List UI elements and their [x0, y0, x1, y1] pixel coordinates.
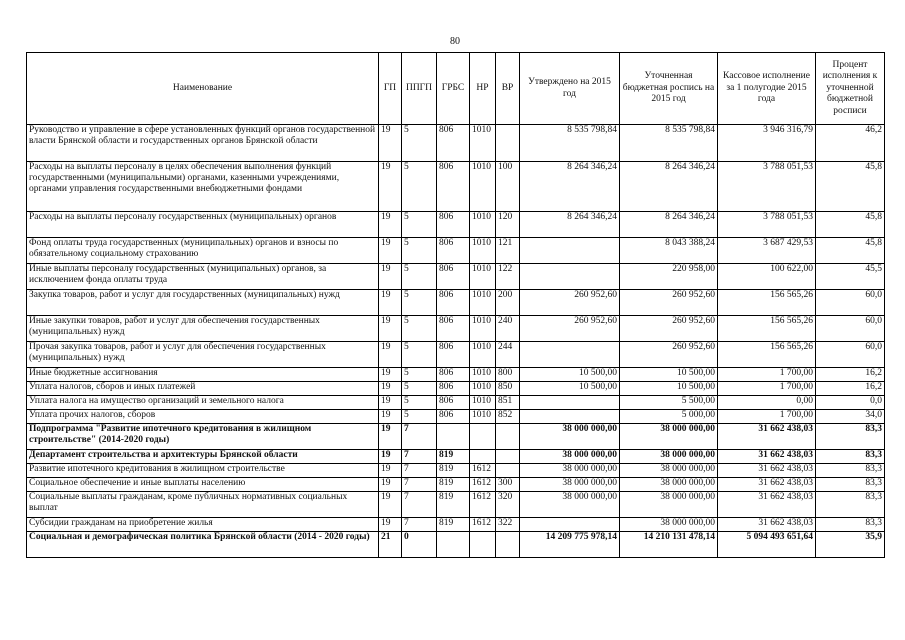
cell-ppgp: 7 — [402, 424, 437, 450]
cell-vr: 100 — [496, 162, 520, 212]
cell-grbs: 806 — [437, 410, 470, 424]
cell-nr: 1612 — [470, 518, 496, 532]
cell-gp: 19 — [379, 290, 402, 316]
cell-grbs: 819 — [437, 518, 470, 532]
cell-vr: 121 — [496, 238, 520, 264]
cell-name: Прочая закупка товаров, работ и услуг для обеспечения государственных (муниципальных) нужд — [27, 342, 379, 368]
cell-grbs: 806 — [437, 212, 470, 238]
cell-vr — [496, 125, 520, 162]
cell-grbs — [437, 532, 470, 558]
cell-approved: 38 000 000,00 — [520, 492, 620, 518]
cell-ppgp: 5 — [402, 264, 437, 290]
cell-approved — [520, 396, 620, 410]
cell-refined: 260 952,60 — [620, 316, 718, 342]
cell-grbs: 806 — [437, 368, 470, 382]
cell-ppgp: 5 — [402, 212, 437, 238]
cell-gp: 19 — [379, 518, 402, 532]
cell-percent: 45,8 — [816, 212, 885, 238]
cell-percent: 83,3 — [816, 424, 885, 450]
table-row — [27, 162, 885, 212]
cell-name: Руководство и управление в сфере установленных функций органов государственной власти Брянской области и государственных органов Брянской области — [27, 125, 379, 162]
cell-ppgp: 5 — [402, 410, 437, 424]
table-row — [27, 264, 885, 290]
cell-grbs: 819 — [437, 492, 470, 518]
cell-refined: 14 210 131 478,14 — [620, 532, 718, 558]
cell-nr: 1010 — [470, 316, 496, 342]
cell-cash: 1 700,00 — [718, 410, 816, 424]
cell-nr: 1612 — [470, 464, 496, 478]
header-ppgp: ППГП — [402, 53, 437, 125]
cell-ppgp: 7 — [402, 492, 437, 518]
cell-percent: 60,0 — [816, 290, 885, 316]
cell-name: Субсидии гражданам на приобретение жилья — [27, 518, 379, 532]
cell-percent: 83,3 — [816, 478, 885, 492]
cell-percent: 46,2 — [816, 125, 885, 162]
cell-name: Иные закупки товаров, работ и услуг для обеспечения государственных (муниципальных) нужд — [27, 316, 379, 342]
cell-name: Развитие ипотечного кредитования в жилищном строительстве — [27, 464, 379, 478]
cell-gp: 19 — [379, 238, 402, 264]
cell-grbs: 806 — [437, 238, 470, 264]
cell-approved — [520, 264, 620, 290]
cell-gp: 19 — [379, 212, 402, 238]
cell-refined: 10 500,00 — [620, 382, 718, 396]
cell-name: Социальные выплаты гражданам, кроме публичных нормативных социальных выплат — [27, 492, 379, 518]
table-row — [27, 382, 885, 396]
cell-cash: 3 687 429,53 — [718, 238, 816, 264]
header-row — [27, 53, 885, 125]
cell-cash: 31 662 438,03 — [718, 518, 816, 532]
cell-gp: 19 — [379, 162, 402, 212]
cell-grbs: 819 — [437, 450, 470, 464]
cell-approved: 38 000 000,00 — [520, 424, 620, 450]
cell-ppgp: 5 — [402, 238, 437, 264]
cell-vr — [496, 424, 520, 450]
cell-ppgp: 5 — [402, 125, 437, 162]
cell-vr: 800 — [496, 368, 520, 382]
cell-ppgp: 5 — [402, 290, 437, 316]
cell-vr: 244 — [496, 342, 520, 368]
cell-refined: 10 500,00 — [620, 368, 718, 382]
cell-approved: 38 000 000,00 — [520, 478, 620, 492]
cell-grbs: 819 — [437, 478, 470, 492]
header-name: Наименование — [27, 53, 379, 125]
cell-grbs: 806 — [437, 125, 470, 162]
cell-refined: 38 000 000,00 — [620, 450, 718, 464]
table-row — [27, 424, 885, 450]
cell-grbs — [437, 424, 470, 450]
cell-nr — [470, 532, 496, 558]
cell-approved: 38 000 000,00 — [520, 450, 620, 464]
cell-ppgp: 7 — [402, 518, 437, 532]
header-refined: Уточненная бюджетная роспись на 2015 год — [620, 53, 718, 125]
cell-approved: 10 500,00 — [520, 368, 620, 382]
cell-cash: 31 662 438,03 — [718, 424, 816, 450]
cell-grbs: 806 — [437, 396, 470, 410]
cell-nr — [470, 450, 496, 464]
cell-refined: 38 000 000,00 — [620, 478, 718, 492]
cell-gp: 19 — [379, 382, 402, 396]
cell-refined: 8 043 388,24 — [620, 238, 718, 264]
cell-approved: 10 500,00 — [520, 382, 620, 396]
cell-ppgp: 7 — [402, 450, 437, 464]
header-percent: Процент исполнения к уточненной бюджетной росписи — [816, 53, 885, 125]
cell-refined: 260 952,60 — [620, 342, 718, 368]
cell-vr — [496, 464, 520, 478]
table-row — [27, 316, 885, 342]
cell-name: Закупка товаров, работ и услуг для государственных (муниципальных) нужд — [27, 290, 379, 316]
cell-gp: 19 — [379, 264, 402, 290]
table-row — [27, 368, 885, 382]
cell-name: Подпрограмма "Развитие ипотечного кредитования в жилищном строительстве" (2014-2020 годы) — [27, 424, 379, 450]
cell-percent: 45,5 — [816, 264, 885, 290]
cell-percent: 16,2 — [816, 382, 885, 396]
cell-vr — [496, 450, 520, 464]
table-row — [27, 125, 885, 162]
table-row — [27, 532, 885, 558]
cell-refined: 5 500,00 — [620, 396, 718, 410]
cell-approved: 8 264 346,24 — [520, 212, 620, 238]
cell-nr: 1010 — [470, 382, 496, 396]
cell-percent: 45,8 — [816, 162, 885, 212]
cell-refined: 38 000 000,00 — [620, 492, 718, 518]
cell-refined: 220 958,00 — [620, 264, 718, 290]
cell-cash: 5 094 493 651,64 — [718, 532, 816, 558]
table-body — [27, 125, 885, 558]
header-nr: НР — [470, 53, 496, 125]
cell-cash: 156 565,26 — [718, 316, 816, 342]
cell-grbs: 819 — [437, 464, 470, 478]
cell-name: Уплата налогов, сборов и иных платежей — [27, 382, 379, 396]
cell-grbs: 806 — [437, 342, 470, 368]
page-number: 80 — [450, 36, 460, 47]
cell-percent: 60,0 — [816, 316, 885, 342]
cell-nr: 1010 — [470, 212, 496, 238]
cell-gp: 19 — [379, 410, 402, 424]
cell-gp: 19 — [379, 125, 402, 162]
cell-cash: 156 565,26 — [718, 290, 816, 316]
cell-name: Фонд оплаты труда государственных (муниципальных) органов и взносы по обязательному социальному страхованию — [27, 238, 379, 264]
cell-cash: 31 662 438,03 — [718, 492, 816, 518]
cell-vr: 122 — [496, 264, 520, 290]
cell-approved: 38 000 000,00 — [520, 464, 620, 478]
cell-name: Расходы на выплаты персоналу государственных (муниципальных) органов — [27, 212, 379, 238]
cell-vr: 322 — [496, 518, 520, 532]
cell-name: Уплата прочих налогов, сборов — [27, 410, 379, 424]
cell-vr: 300 — [496, 478, 520, 492]
cell-cash: 31 662 438,03 — [718, 478, 816, 492]
header-grbs: ГРБС — [437, 53, 470, 125]
table-row — [27, 450, 885, 464]
cell-refined: 8 535 798,84 — [620, 125, 718, 162]
cell-gp: 19 — [379, 424, 402, 450]
cell-approved: 8 535 798,84 — [520, 125, 620, 162]
cell-ppgp: 0 — [402, 532, 437, 558]
cell-gp: 19 — [379, 464, 402, 478]
cell-cash: 1 700,00 — [718, 368, 816, 382]
cell-ppgp: 5 — [402, 162, 437, 212]
cell-gp: 21 — [379, 532, 402, 558]
cell-approved: 14 209 775 978,14 — [520, 532, 620, 558]
cell-vr: 851 — [496, 396, 520, 410]
cell-cash: 100 622,00 — [718, 264, 816, 290]
cell-ppgp: 7 — [402, 464, 437, 478]
cell-cash: 156 565,26 — [718, 342, 816, 368]
cell-percent: 83,3 — [816, 518, 885, 532]
cell-vr: 240 — [496, 316, 520, 342]
cell-nr: 1010 — [470, 238, 496, 264]
cell-nr: 1010 — [470, 290, 496, 316]
cell-cash: 3 946 316,79 — [718, 125, 816, 162]
cell-refined: 8 264 346,24 — [620, 162, 718, 212]
cell-approved — [520, 238, 620, 264]
cell-approved — [520, 410, 620, 424]
cell-refined: 38 000 000,00 — [620, 424, 718, 450]
cell-percent: 0,0 — [816, 396, 885, 410]
cell-approved: 8 264 346,24 — [520, 162, 620, 212]
table-row — [27, 410, 885, 424]
cell-percent: 60,0 — [816, 342, 885, 368]
cell-ppgp: 5 — [402, 342, 437, 368]
cell-grbs: 806 — [437, 264, 470, 290]
cell-name: Иные бюджетные ассигнования — [27, 368, 379, 382]
cell-vr — [496, 532, 520, 558]
cell-vr: 200 — [496, 290, 520, 316]
header-cash: Кассовое исполнение за 1 полугодие 2015 года — [718, 53, 816, 125]
table-row — [27, 518, 885, 532]
cell-nr: 1612 — [470, 478, 496, 492]
cell-refined: 38 000 000,00 — [620, 518, 718, 532]
cell-approved: 260 952,60 — [520, 290, 620, 316]
cell-percent: 45,8 — [816, 238, 885, 264]
cell-name: Уплата налога на имущество организаций и земельного налога — [27, 396, 379, 410]
cell-percent: 34,0 — [816, 410, 885, 424]
table-row — [27, 464, 885, 478]
table-row — [27, 290, 885, 316]
header-gp: ГП — [379, 53, 402, 125]
cell-name: Департамент строительства и архитектуры Брянской области — [27, 450, 379, 464]
cell-nr: 1010 — [470, 162, 496, 212]
cell-gp: 19 — [379, 396, 402, 410]
cell-gp: 19 — [379, 450, 402, 464]
cell-nr: 1010 — [470, 410, 496, 424]
cell-name: Расходы на выплаты персоналу в целях обеспечения выполнения функций государственными (муниципальными) органами, казенными учреждениями, органами управления государственными внебюджетными фондами — [27, 162, 379, 212]
table-row — [27, 492, 885, 518]
cell-refined: 38 000 000,00 — [620, 464, 718, 478]
table-row — [27, 238, 885, 264]
cell-percent: 83,3 — [816, 492, 885, 518]
cell-vr: 852 — [496, 410, 520, 424]
cell-nr: 1010 — [470, 396, 496, 410]
cell-percent: 16,2 — [816, 368, 885, 382]
cell-refined: 5 000,00 — [620, 410, 718, 424]
cell-ppgp: 5 — [402, 368, 437, 382]
cell-ppgp: 7 — [402, 478, 437, 492]
cell-gp: 19 — [379, 478, 402, 492]
cell-cash: 3 788 051,53 — [718, 212, 816, 238]
cell-refined: 260 952,60 — [620, 290, 718, 316]
cell-approved — [520, 518, 620, 532]
cell-cash: 0,00 — [718, 396, 816, 410]
cell-gp: 19 — [379, 368, 402, 382]
cell-grbs: 806 — [437, 316, 470, 342]
cell-nr: 1010 — [470, 368, 496, 382]
cell-name: Социальное обеспечение и иные выплаты населению — [27, 478, 379, 492]
cell-gp: 19 — [379, 492, 402, 518]
cell-nr: 1612 — [470, 492, 496, 518]
cell-grbs: 806 — [437, 162, 470, 212]
header-vr: ВР — [496, 53, 520, 125]
cell-grbs: 806 — [437, 290, 470, 316]
table-row — [27, 478, 885, 492]
cell-name: Социальная и демографическая политика Брянской области (2014 - 2020 годы) — [27, 532, 379, 558]
cell-gp: 19 — [379, 316, 402, 342]
cell-ppgp: 5 — [402, 396, 437, 410]
cell-cash: 1 700,00 — [718, 382, 816, 396]
cell-approved: 260 952,60 — [520, 316, 620, 342]
cell-percent: 83,3 — [816, 450, 885, 464]
cell-gp: 19 — [379, 342, 402, 368]
cell-cash: 31 662 438,03 — [718, 450, 816, 464]
budget-table — [26, 52, 885, 558]
cell-vr: 320 — [496, 492, 520, 518]
cell-ppgp: 5 — [402, 382, 437, 396]
cell-cash: 31 662 438,03 — [718, 464, 816, 478]
table-row — [27, 342, 885, 368]
cell-vr: 120 — [496, 212, 520, 238]
cell-nr: 1010 — [470, 125, 496, 162]
table-row — [27, 212, 885, 238]
cell-percent: 83,3 — [816, 464, 885, 478]
cell-nr: 1010 — [470, 342, 496, 368]
cell-nr: 1010 — [470, 264, 496, 290]
cell-percent: 35,9 — [816, 532, 885, 558]
cell-grbs: 806 — [437, 382, 470, 396]
cell-ppgp: 5 — [402, 316, 437, 342]
cell-name: Иные выплаты персоналу государственных (муниципальных) органов, за исключением фонда оплаты труда — [27, 264, 379, 290]
cell-nr — [470, 424, 496, 450]
header-approved: Утверждено на 2015 год — [520, 53, 620, 125]
cell-vr: 850 — [496, 382, 520, 396]
cell-refined: 8 264 346,24 — [620, 212, 718, 238]
table-row — [27, 396, 885, 410]
cell-approved — [520, 342, 620, 368]
cell-cash: 3 788 051,53 — [718, 162, 816, 212]
